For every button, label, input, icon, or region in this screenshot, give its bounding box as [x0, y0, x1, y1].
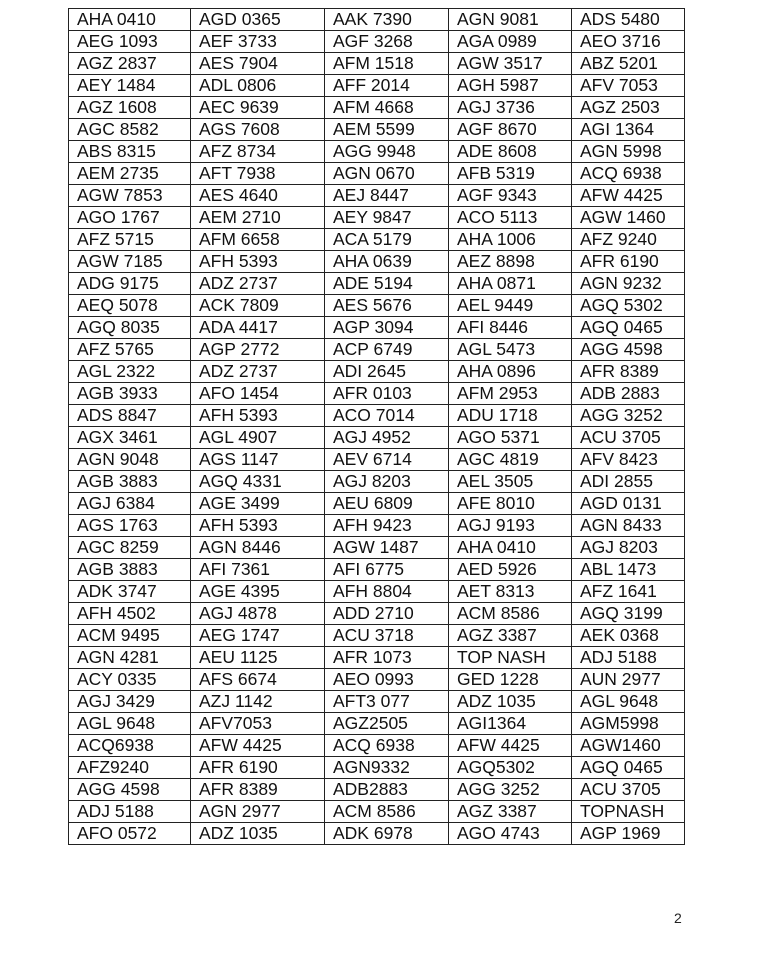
plate-number-cell: AFR 6190 [572, 251, 685, 273]
table-row [69, 97, 685, 119]
table-row [69, 581, 685, 603]
plate-number-cell: AGQ 5302 [572, 295, 685, 317]
plate-number-cell: AFH 5393 [191, 251, 325, 273]
plate-number-cell: AGE 3499 [191, 493, 325, 515]
plate-number-cell: AFE 8010 [449, 493, 572, 515]
plate-number-cell: AEG 1093 [69, 31, 191, 53]
table-row [69, 251, 685, 273]
plate-number-cell: AGJ 3429 [69, 691, 191, 713]
plate-number-cell: AFH 5393 [191, 405, 325, 427]
plate-number-cell: ACU 3705 [572, 427, 685, 449]
plate-number-cell: AAK 7390 [325, 9, 449, 31]
plate-number-cell: AFI 6775 [325, 559, 449, 581]
plate-number-cell: AHA 0871 [449, 273, 572, 295]
plate-number-cell: AGF 8670 [449, 119, 572, 141]
table-row [69, 757, 685, 779]
plate-number-cell: ACM 9495 [69, 625, 191, 647]
plate-number-cell: AFW 4425 [572, 185, 685, 207]
plate-number-cell: ABL 1473 [572, 559, 685, 581]
plate-number-cell: AGP 3094 [325, 317, 449, 339]
plate-number-cell: AGJ 6384 [69, 493, 191, 515]
plate-number-cell: AGD 0365 [191, 9, 325, 31]
plate-number-cell: AGB 3883 [69, 559, 191, 581]
plate-number-cell: AGO 4743 [449, 823, 572, 845]
plate-number-cell: AGO 1767 [69, 207, 191, 229]
plate-number-cell: AGN 9048 [69, 449, 191, 471]
table-row [69, 691, 685, 713]
plate-number-cell: ACU 3718 [325, 625, 449, 647]
table-row [69, 471, 685, 493]
plate-number-cell: AGQ 8035 [69, 317, 191, 339]
table-row [69, 625, 685, 647]
table-row [69, 53, 685, 75]
plate-number-cell: ACQ6938 [69, 735, 191, 757]
plate-number-cell: AGB 3933 [69, 383, 191, 405]
plate-number-cell: ADI 2855 [572, 471, 685, 493]
plate-number-cell: AFT3 077 [325, 691, 449, 713]
plate-number-cell: AGC 4819 [449, 449, 572, 471]
plate-number-cell: AGC 8259 [69, 537, 191, 559]
plate-number-cell: AFF 2014 [325, 75, 449, 97]
plate-number-cell: AFM 4668 [325, 97, 449, 119]
plate-number-cell: AGW 3517 [449, 53, 572, 75]
table-row [69, 427, 685, 449]
plate-number-cell: AGI1364 [449, 713, 572, 735]
plate-number-cell: AEG 1747 [191, 625, 325, 647]
plate-number-cell: ADZ 2737 [191, 273, 325, 295]
plate-number-cell: AEO 0993 [325, 669, 449, 691]
plate-number-cell: AGN 8446 [191, 537, 325, 559]
plate-number-cell: AGD 0131 [572, 493, 685, 515]
table-row [69, 559, 685, 581]
plate-number-cell: AGG 3252 [449, 779, 572, 801]
plate-number-cell: ADK 6978 [325, 823, 449, 845]
plate-number-cell: AGN 4281 [69, 647, 191, 669]
plate-number-cell: AGP 1969 [572, 823, 685, 845]
plate-number-cell: ADK 3747 [69, 581, 191, 603]
plate-number-cell: AEM 2735 [69, 163, 191, 185]
plate-number-cell: AGQ 0465 [572, 757, 685, 779]
plate-number-cell: AES 7904 [191, 53, 325, 75]
plate-number-cell: ADG 9175 [69, 273, 191, 295]
plate-number-cell: AGW1460 [572, 735, 685, 757]
plate-number-table [68, 8, 685, 845]
plate-number-cell: AGM5998 [572, 713, 685, 735]
plate-number-cell: AFV 8423 [572, 449, 685, 471]
table-row [69, 449, 685, 471]
plate-number-cell: AGX 3461 [69, 427, 191, 449]
plate-number-cell: AEJ 8447 [325, 185, 449, 207]
table-row [69, 603, 685, 625]
plate-number-cell: AFI 7361 [191, 559, 325, 581]
plate-number-cell: AEZ 8898 [449, 251, 572, 273]
plate-number-cell: AGZ2505 [325, 713, 449, 735]
plate-number-cell: ABZ 5201 [572, 53, 685, 75]
table-row [69, 383, 685, 405]
plate-number-cell: AFR 6190 [191, 757, 325, 779]
plate-number-cell: ACQ 6938 [572, 163, 685, 185]
plate-number-cell: AEM 2710 [191, 207, 325, 229]
plate-number-cell: AGN 8433 [572, 515, 685, 537]
plate-number-cell: AGJ 8203 [572, 537, 685, 559]
plate-number-cell: AFR 1073 [325, 647, 449, 669]
table-row [69, 339, 685, 361]
table-row [69, 75, 685, 97]
table-row [69, 735, 685, 757]
plate-number-cell: AFS 6674 [191, 669, 325, 691]
plate-number-cell: AFZ 9240 [572, 229, 685, 251]
plate-number-cell: ADL 0806 [191, 75, 325, 97]
plate-number-cell: AES 4640 [191, 185, 325, 207]
plate-number-cell: AHA 0410 [449, 537, 572, 559]
table-row [69, 119, 685, 141]
table-row [69, 493, 685, 515]
plate-number-cell: AGW 1460 [572, 207, 685, 229]
plate-number-cell: ADJ 5188 [572, 647, 685, 669]
plate-number-cell: TOPNASH [572, 801, 685, 823]
plate-number-cell: AET 8313 [449, 581, 572, 603]
plate-number-cell: AFI 8446 [449, 317, 572, 339]
plate-number-cell: AGQ5302 [449, 757, 572, 779]
plate-number-cell: AHA 0639 [325, 251, 449, 273]
plate-number-cell: AGJ 9193 [449, 515, 572, 537]
plate-number-cell: AFR 8389 [572, 361, 685, 383]
plate-number-cell: AGL 4907 [191, 427, 325, 449]
plate-number-cell: AGZ 2503 [572, 97, 685, 119]
plate-number-cell: AHA 0410 [69, 9, 191, 31]
plate-number-cell: AGN9332 [325, 757, 449, 779]
plate-number-cell: AFZ 8734 [191, 141, 325, 163]
page-number: 2 [674, 910, 682, 926]
plate-number-cell: ADE 5194 [325, 273, 449, 295]
plate-number-cell: AGN 2977 [191, 801, 325, 823]
plate-number-cell: AGG 9948 [325, 141, 449, 163]
plate-number-cell: AGW 1487 [325, 537, 449, 559]
table-row [69, 405, 685, 427]
plate-number-cell: ACU 3705 [572, 779, 685, 801]
plate-number-cell: AGC 8582 [69, 119, 191, 141]
plate-number-cell: AGQ 3199 [572, 603, 685, 625]
plate-number-cell: AGQ 0465 [572, 317, 685, 339]
table-row [69, 163, 685, 185]
table-row [69, 801, 685, 823]
plate-number-cell: AEQ 5078 [69, 295, 191, 317]
plate-number-cell: AGG 4598 [69, 779, 191, 801]
plate-number-cell: AGP 2772 [191, 339, 325, 361]
plate-number-cell: ADE 8608 [449, 141, 572, 163]
plate-number-cell: ACM 8586 [449, 603, 572, 625]
plate-number-cell: AGE 4395 [191, 581, 325, 603]
plate-number-cell: AFH 4502 [69, 603, 191, 625]
plate-number-cell: ACY 0335 [69, 669, 191, 691]
plate-number-cell: AEY 1484 [69, 75, 191, 97]
plate-number-cell: ADS 8847 [69, 405, 191, 427]
plate-number-cell: AGQ 4331 [191, 471, 325, 493]
plate-number-cell: AGG 4598 [572, 339, 685, 361]
plate-number-cell: AGL 2322 [69, 361, 191, 383]
plate-number-cell: AZJ 1142 [191, 691, 325, 713]
plate-number-cell: AGL 9648 [572, 691, 685, 713]
plate-number-cell: AFM 1518 [325, 53, 449, 75]
plate-number-cell: AED 5926 [449, 559, 572, 581]
plate-number-cell: ADA 4417 [191, 317, 325, 339]
plate-number-cell: ADZ 1035 [191, 823, 325, 845]
plate-number-cell: AEC 9639 [191, 97, 325, 119]
table-row [69, 207, 685, 229]
plate-number-cell: AEO 3716 [572, 31, 685, 53]
plate-number-cell: AGJ 4878 [191, 603, 325, 625]
plate-number-cell: ADB2883 [325, 779, 449, 801]
plate-number-cell: AFZ9240 [69, 757, 191, 779]
table-row [69, 669, 685, 691]
plate-number-cell: AFH 5393 [191, 515, 325, 537]
plate-number-cell: ACP 6749 [325, 339, 449, 361]
plate-number-cell: AHA 0896 [449, 361, 572, 383]
table-row [69, 317, 685, 339]
table-row [69, 515, 685, 537]
plate-number-cell: ABS 8315 [69, 141, 191, 163]
plate-number-cell: ACQ 6938 [325, 735, 449, 757]
plate-number-cell: AGJ 8203 [325, 471, 449, 493]
plate-number-cell: ADZ 2737 [191, 361, 325, 383]
plate-number-cell: AGJ 3736 [449, 97, 572, 119]
plate-number-cell: AUN 2977 [572, 669, 685, 691]
table-row [69, 229, 685, 251]
table-row [69, 713, 685, 735]
table-row [69, 647, 685, 669]
plate-number-cell: AEY 9847 [325, 207, 449, 229]
plate-number-cell: ADU 1718 [449, 405, 572, 427]
plate-number-cell: AGJ 4952 [325, 427, 449, 449]
plate-number-cell: AGH 5987 [449, 75, 572, 97]
plate-number-cell: AEL 9449 [449, 295, 572, 317]
plate-number-cell: AFW 4425 [449, 735, 572, 757]
plate-number-cell: AFT 7938 [191, 163, 325, 185]
plate-number-cell: AES 5676 [325, 295, 449, 317]
plate-number-cell: AGN 9232 [572, 273, 685, 295]
plate-number-cell: AGL 5473 [449, 339, 572, 361]
plate-number-cell: AGW 7853 [69, 185, 191, 207]
plate-number-cell: AFB 5319 [449, 163, 572, 185]
plate-number-cell: AFZ 5765 [69, 339, 191, 361]
plate-number-cell: AGS 1147 [191, 449, 325, 471]
plate-number-cell: AGN 0670 [325, 163, 449, 185]
plate-number-cell: AGF 9343 [449, 185, 572, 207]
plate-number-cell: ACM 8586 [325, 801, 449, 823]
plate-table-body [69, 9, 685, 845]
plate-number-cell: AFR 0103 [325, 383, 449, 405]
table-row [69, 823, 685, 845]
plate-number-cell: AGN 5998 [572, 141, 685, 163]
plate-number-cell: ADI 2645 [325, 361, 449, 383]
plate-number-cell: AFM 2953 [449, 383, 572, 405]
plate-number-cell: AEU 6809 [325, 493, 449, 515]
table-row [69, 779, 685, 801]
plate-number-cell: AGZ 3387 [449, 801, 572, 823]
table-row [69, 141, 685, 163]
plate-number-cell: AFZ 1641 [572, 581, 685, 603]
plate-number-cell: ADD 2710 [325, 603, 449, 625]
plate-number-cell: ADS 5480 [572, 9, 685, 31]
plate-number-cell: AGZ 1608 [69, 97, 191, 119]
plate-number-cell: AGZ 3387 [449, 625, 572, 647]
table-row [69, 185, 685, 207]
plate-number-cell: AGS 1763 [69, 515, 191, 537]
plate-number-cell: TOP NASH [449, 647, 572, 669]
plate-number-cell: AFM 6658 [191, 229, 325, 251]
table-row [69, 273, 685, 295]
plate-number-cell: AFW 4425 [191, 735, 325, 757]
plate-number-cell: AGO 5371 [449, 427, 572, 449]
plate-number-cell: AGZ 2837 [69, 53, 191, 75]
plate-number-cell: AHA 1006 [449, 229, 572, 251]
plate-number-cell: AEK 0368 [572, 625, 685, 647]
plate-number-cell: ACK 7809 [191, 295, 325, 317]
plate-number-cell: AEU 1125 [191, 647, 325, 669]
plate-number-cell: ACO 5113 [449, 207, 572, 229]
plate-number-cell: AFO 1454 [191, 383, 325, 405]
plate-number-cell: AGG 3252 [572, 405, 685, 427]
plate-number-cell: AFV7053 [191, 713, 325, 735]
plate-number-cell: AGL 9648 [69, 713, 191, 735]
plate-number-cell: AGI 1364 [572, 119, 685, 141]
plate-number-cell: AGN 9081 [449, 9, 572, 31]
plate-number-cell: ACO 7014 [325, 405, 449, 427]
plate-number-cell: AEF 3733 [191, 31, 325, 53]
table-row [69, 295, 685, 317]
plate-number-cell: ADZ 1035 [449, 691, 572, 713]
plate-number-cell: AGA 0989 [449, 31, 572, 53]
table-row [69, 9, 685, 31]
plate-number-cell: AGB 3883 [69, 471, 191, 493]
plate-number-cell: ACA 5179 [325, 229, 449, 251]
table-row [69, 361, 685, 383]
plate-number-cell: AFH 8804 [325, 581, 449, 603]
plate-number-cell: AEV 6714 [325, 449, 449, 471]
plate-number-cell: AFO 0572 [69, 823, 191, 845]
table-row [69, 537, 685, 559]
plate-number-cell: AFR 8389 [191, 779, 325, 801]
plate-number-cell: AGF 3268 [325, 31, 449, 53]
plate-number-cell: AEL 3505 [449, 471, 572, 493]
plate-number-cell: AFZ 5715 [69, 229, 191, 251]
plate-number-cell: AGW 7185 [69, 251, 191, 273]
plate-number-cell: AGS 7608 [191, 119, 325, 141]
plate-number-cell: ADJ 5188 [69, 801, 191, 823]
plate-number-cell: GED 1228 [449, 669, 572, 691]
plate-number-cell: AFH 9423 [325, 515, 449, 537]
plate-number-cell: AFV 7053 [572, 75, 685, 97]
plate-number-cell: ADB 2883 [572, 383, 685, 405]
plate-number-cell: AEM 5599 [325, 119, 449, 141]
table-row [69, 31, 685, 53]
